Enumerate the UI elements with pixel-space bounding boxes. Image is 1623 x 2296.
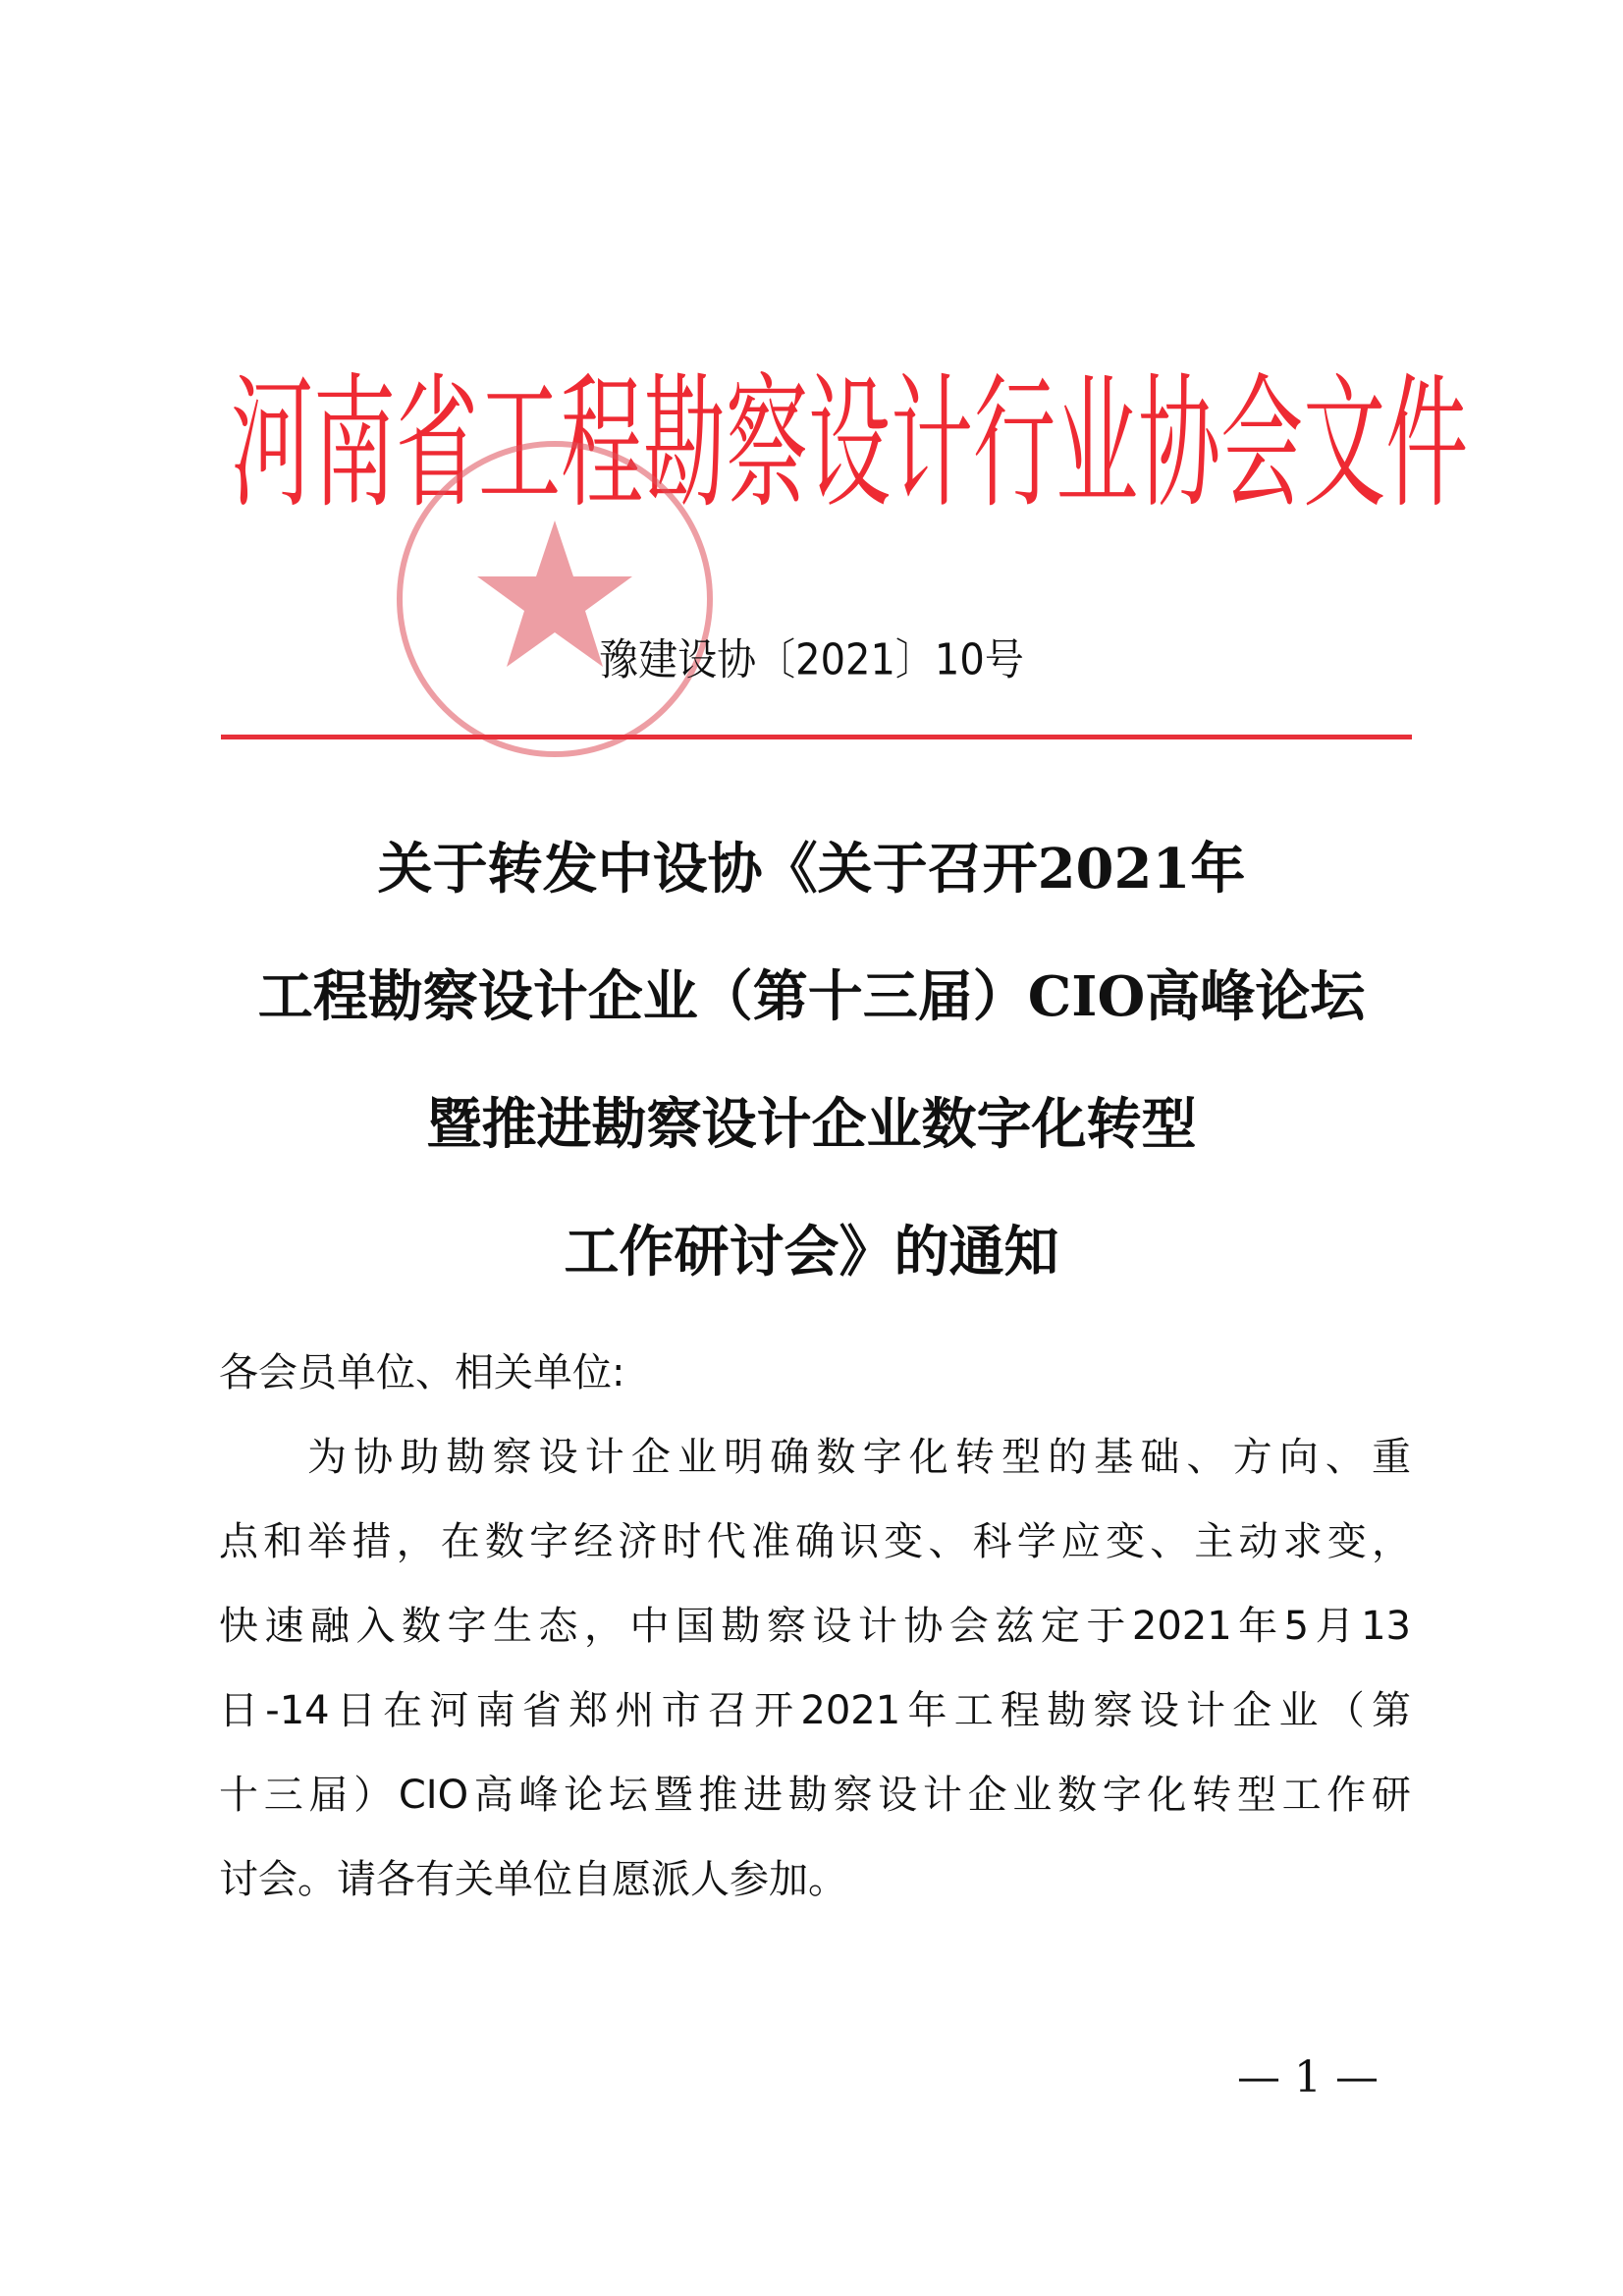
red-divider bbox=[221, 735, 1412, 739]
title-line: 关于转发中设协《关于召开2021年 bbox=[377, 837, 1246, 902]
header-char: 行 bbox=[973, 358, 1056, 528]
title-line: 工程勘察设计企业（第十三届）CIO高峰论坛 bbox=[257, 964, 1366, 1029]
document-number bbox=[0, 629, 1623, 684]
body-line: 快速融入数字生态，中国勘察设计协会兹定于2021年5月13 bbox=[219, 1604, 1411, 1649]
header-char: 业 bbox=[1055, 358, 1139, 528]
header-char: 文 bbox=[1303, 358, 1386, 528]
notice-title bbox=[0, 805, 1623, 1316]
body-line: 讨会。请各有关单位自愿派人参加。 bbox=[219, 1857, 847, 1902]
body-line: 十三届）CIO高峰论坛暨推进勘察设计企业数字化转型工作研 bbox=[219, 1773, 1411, 1818]
header-char: 设 bbox=[808, 358, 892, 528]
header-char: 河 bbox=[231, 358, 314, 528]
header-char: 计 bbox=[891, 358, 974, 528]
header-char: 程 bbox=[561, 358, 644, 528]
header-char: 察 bbox=[726, 358, 809, 528]
salutation: 各会员单位、相关单位: bbox=[219, 1350, 625, 1395]
header-char: 省 bbox=[396, 358, 479, 528]
page-number: — 1 — bbox=[1237, 2052, 1379, 2103]
title-line: 暨推进勘察设计企业数字化转型 bbox=[426, 1092, 1197, 1157]
header-char: 勘 bbox=[643, 358, 727, 528]
header-char: 件 bbox=[1385, 358, 1469, 528]
document-number-text: 豫建设协〔2021〕10号 bbox=[599, 635, 1024, 685]
header-char: 协 bbox=[1138, 358, 1221, 528]
header-char: 南 bbox=[313, 358, 397, 528]
official-seal-stamp bbox=[393, 437, 717, 761]
body-line: 日-14日在河南省郑州市召开2021年工程勘察设计企业（第 bbox=[219, 1688, 1411, 1733]
header-char: 会 bbox=[1220, 358, 1304, 528]
body-line: 为协助勘察设计企业明确数字化转型的基础、方向、重 bbox=[307, 1435, 1411, 1480]
header-char: 工 bbox=[478, 358, 562, 528]
notice-body bbox=[219, 1331, 1411, 1922]
body-line: 点和举措，在数字经济时代准确识变、科学应变、主动求变， bbox=[219, 1519, 1411, 1564]
title-line: 工作研讨会》的通知 bbox=[564, 1220, 1059, 1285]
